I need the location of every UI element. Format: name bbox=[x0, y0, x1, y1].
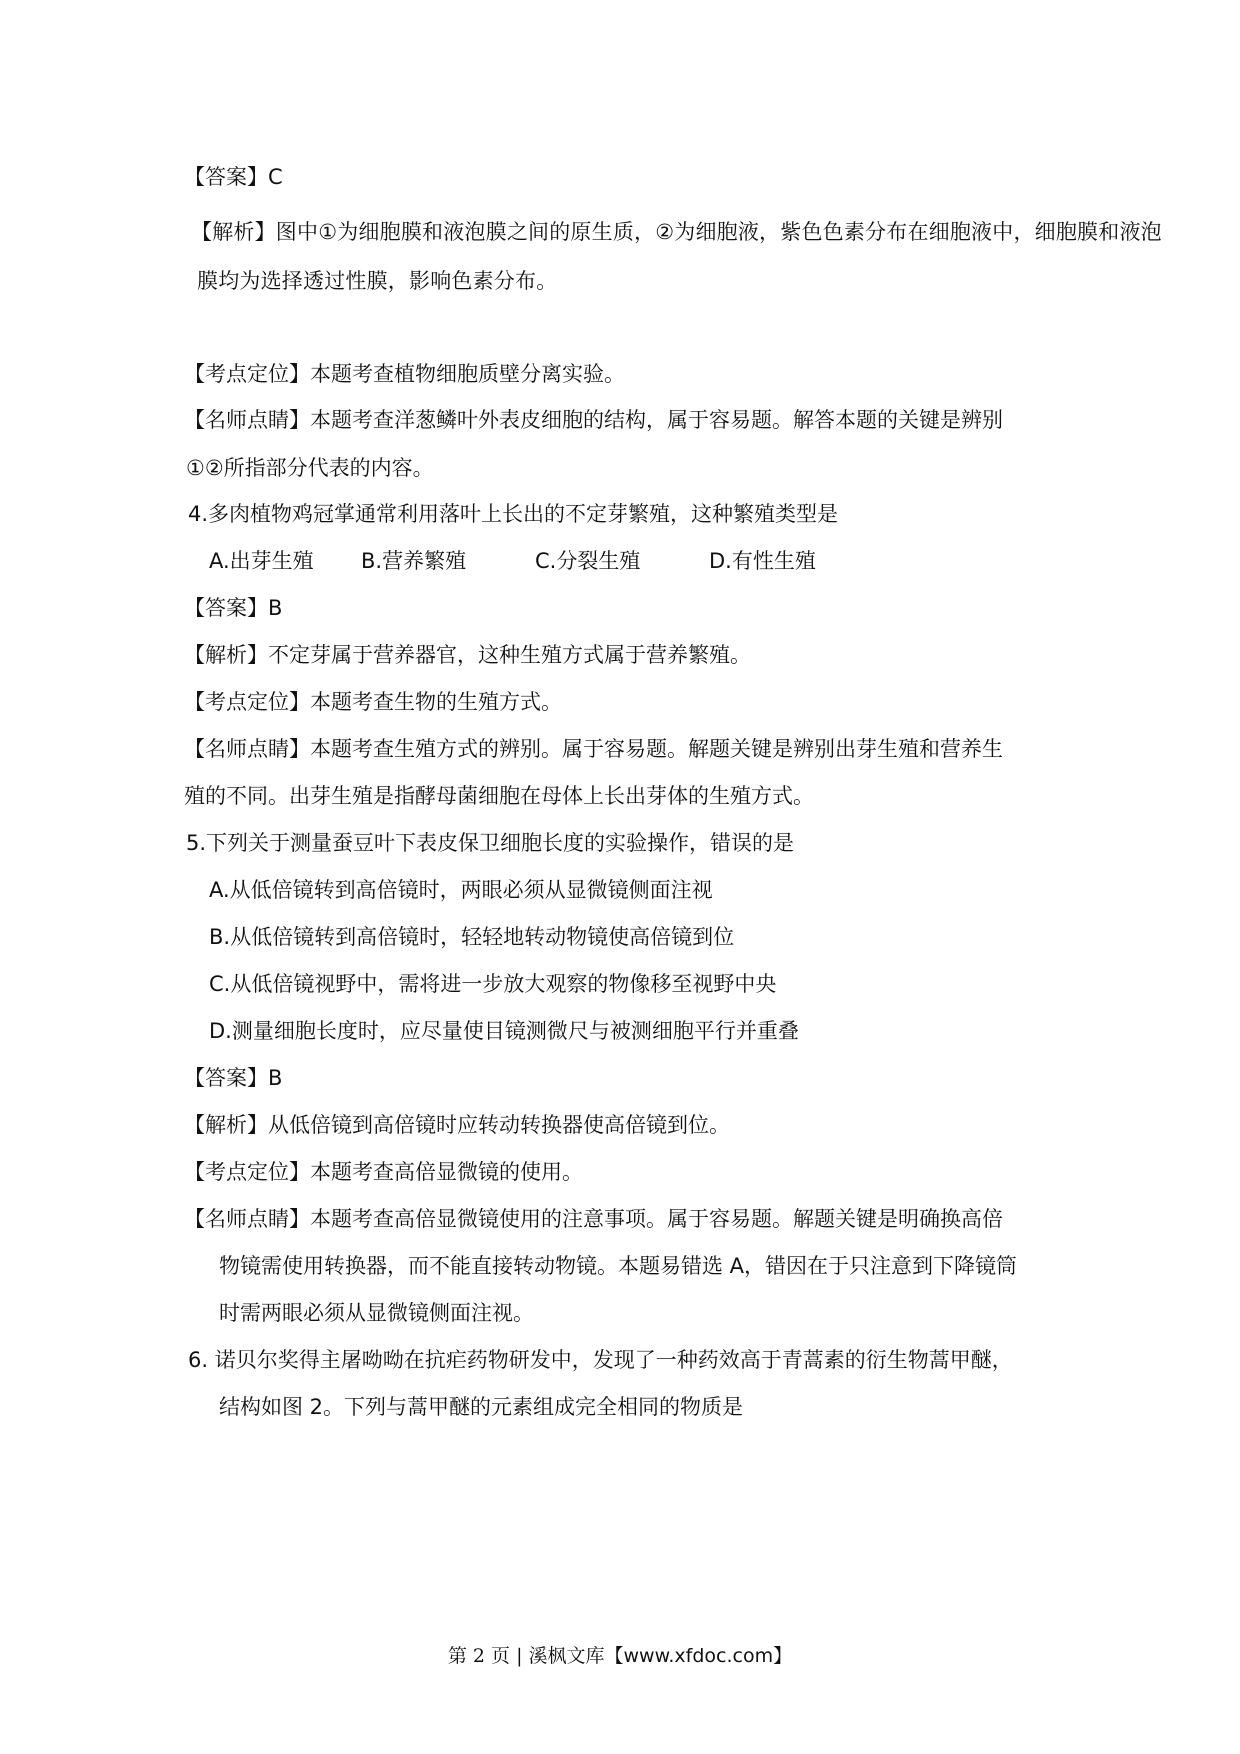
q6-stem-line1: 6. 诺贝尔奖得主屠呦呦在抗疟药物研发中，发现了一种药效高于青蒿素的衍生物蒿甲醚， bbox=[188, 1348, 1013, 1372]
q3-analysis-line1: 【解析】图中①为细胞膜和液泡膜之间的原生质，②为细胞液，紫色色素分布在细胞液中，细胞膜和液泡 bbox=[191, 220, 1162, 244]
q4-kaodian: 【考点定位】本题考查生物的生殖方式。 bbox=[184, 690, 562, 714]
q3-analysis-line2: 膜均为选择透过性膜，影响色素分布。 bbox=[197, 269, 558, 293]
page-footer bbox=[0, 1642, 1240, 1670]
q5-option-c: C.从低倍镜视野中，需将进一步放大观察的物像移至视野中央 bbox=[209, 972, 777, 996]
q5-stem: 5.下列关于测量蚕豆叶下表皮保卫细胞长度的实验操作，错误的是 bbox=[186, 831, 795, 855]
q4-analysis: 【解析】不定芽属于营养器官，这种生殖方式属于营养繁殖。 bbox=[184, 643, 751, 667]
q3-mingshi-line1: 【名师点睛】本题考查洋葱鳞叶外表皮细胞的结构，属于容易题。解答本题的关键是辨别 bbox=[184, 408, 1003, 432]
q4-option-a: A.出芽生殖 bbox=[209, 549, 314, 573]
q5-option-a: A.从低倍镜转到高倍镜时，两眼必须从显微镜侧面注视 bbox=[209, 878, 713, 902]
footer-url[interactable]: 【www.xfdoc.com】 bbox=[604, 1645, 793, 1667]
q4-stem: 4.多肉植物鸡冠掌通常利用落叶上长出的不定芽繁殖，这种繁殖类型是 bbox=[188, 502, 839, 526]
q5-kaodian: 【考点定位】本题考查高倍显微镜的使用。 bbox=[184, 1160, 583, 1184]
q6-stem-line2: 结构如图 2。下列与蒿甲醚的元素组成完全相同的物质是 bbox=[219, 1395, 744, 1419]
q5-mingshi-line2: 物镜需使用转换器，而不能直接转动物镜。本题易错选 A，错因在于只注意到下降镜筒 bbox=[219, 1254, 1018, 1278]
q5-answer: 【答案】B bbox=[184, 1066, 283, 1090]
q5-option-d: D.测量细胞长度时，应尽量使目镜测微尺与被测细胞平行并重叠 bbox=[209, 1019, 799, 1043]
q5-mingshi-line1: 【名师点睛】本题考查高倍显微镜使用的注意事项。属于容易题。解题关键是明确换高倍 bbox=[184, 1207, 1003, 1231]
q5-analysis: 【解析】从低倍镜到高倍镜时应转动转换器使高倍镜到位。 bbox=[184, 1113, 730, 1137]
q4-option-b: B.营养繁殖 bbox=[361, 549, 467, 573]
q3-mingshi-line2: ①②所指部分代表的内容。 bbox=[186, 456, 434, 480]
q5-mingshi-line3: 时需两眼必须从显微镜侧面注视。 bbox=[219, 1301, 534, 1325]
q3-answer: 【答案】C bbox=[184, 165, 283, 189]
footer-page-label: 第 2 页 | 溪枫文库 bbox=[447, 1645, 605, 1667]
q4-option-d: D.有性生殖 bbox=[709, 549, 816, 573]
q4-mingshi-line1: 【名师点睛】本题考查生殖方式的辨别。属于容易题。解题关键是辨别出芽生殖和营养生 bbox=[184, 737, 1003, 761]
q4-answer: 【答案】B bbox=[184, 596, 283, 620]
q5-option-b: B.从低倍镜转到高倍镜时，轻轻地转动物镜使高倍镜到位 bbox=[209, 925, 735, 949]
q3-kaodian: 【考点定位】本题考查植物细胞质壁分离实验。 bbox=[184, 362, 625, 386]
q4-option-c: C.分裂生殖 bbox=[535, 549, 641, 573]
q4-mingshi-line2: 殖的不同。出芽生殖是指酵母菌细胞在母体上长出芽体的生殖方式。 bbox=[184, 784, 814, 808]
